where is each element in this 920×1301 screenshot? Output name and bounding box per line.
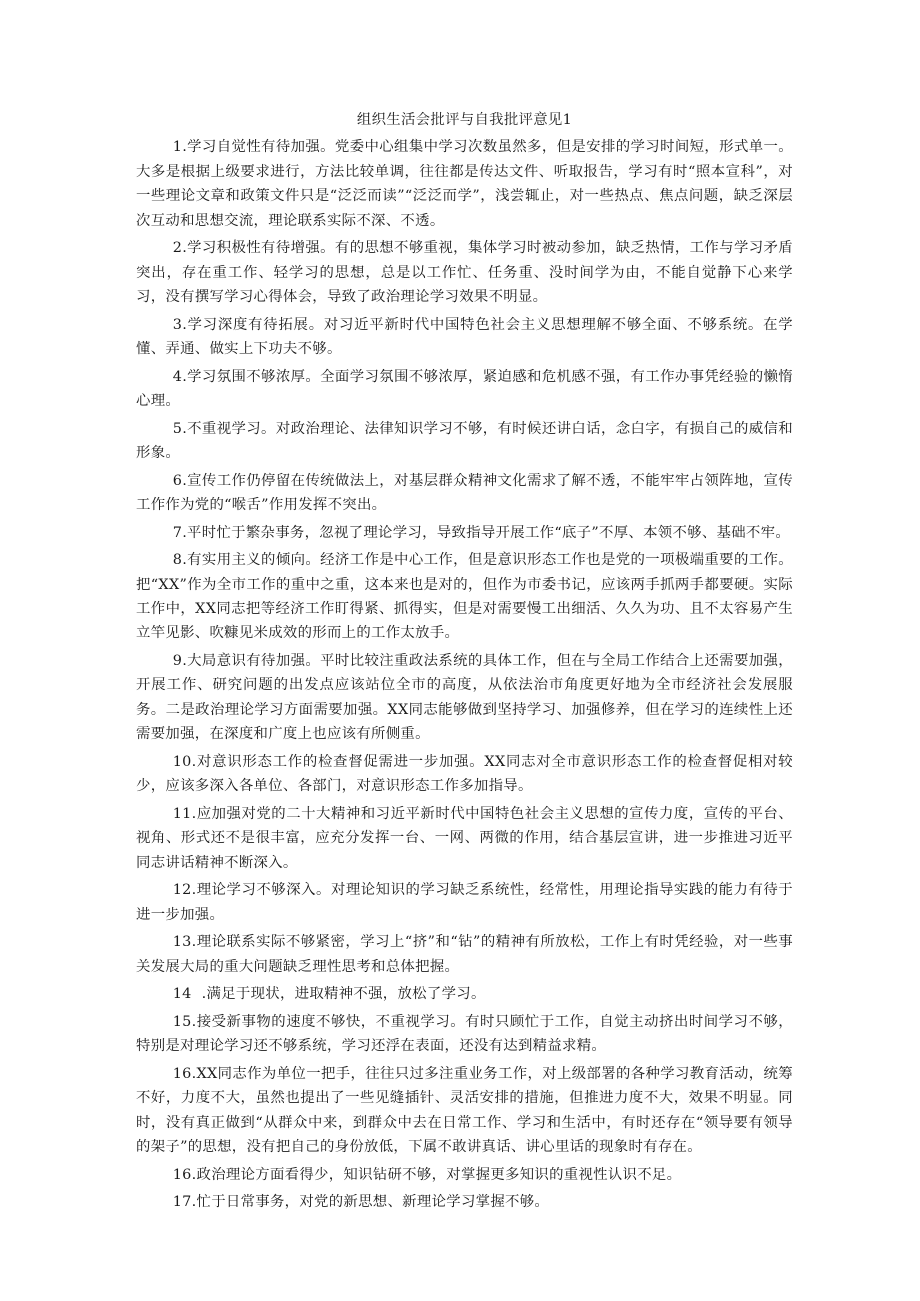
item-text: .有实用主义的倾向。经济工作是中心工作，但是意识形态工作也是党的一项极端重要的工作。把“XX”作为全市工作的重中之重，这本来也是对的，但作为市委书记，应该两手抓两手都要硬。实际工作中，XX同志把等经济工作盯得紧、抓得实，但是对需要慢工出细活、久久为功、且不太容易产生立竿见影、吹糠见米成效的形而上的工作太放手。 xyxy=(136,552,793,642)
item-number: 1 xyxy=(172,139,183,156)
list-item xyxy=(136,236,793,309)
item-text: .不重视学习。对政治理论、法律知识学习不够，有时候还讲白话，念白字，有损自己的威信和形象。 xyxy=(136,420,793,462)
list-item xyxy=(136,1062,793,1160)
item-number: 3 xyxy=(172,316,183,333)
item-text: .理论学习不够深入。对理论知识的学习缺乏系统性，经常性，用理论指导实践的能力有待于进一步加强。 xyxy=(136,882,793,923)
list-item xyxy=(136,649,793,747)
list-item xyxy=(136,802,793,875)
list-item xyxy=(136,1190,793,1214)
item-number: 8 xyxy=(172,552,183,569)
item-number: 2 xyxy=(172,240,183,257)
item-number: 10 xyxy=(172,753,192,770)
item-text: .学习自觉性有待加强。党委中心组集中学习次数虽然多，但是安排的学习时间短，形式单一。大多是根据上级要求进行，方法比较单调，往往都是传达文件、听取报告，学习有时“照本宣科”，对一些理论文章和政策文件只是“泛泛而读”“泛泛而学”，浅尝辄止，对一些热点、焦点问题，缺乏深层次互动和思想交流，理论联系实际不深、不透。 xyxy=(136,139,793,229)
item-number: 9 xyxy=(172,653,183,670)
item-number: 5 xyxy=(172,420,183,437)
item-number: 6 xyxy=(172,472,183,489)
item-text: .对意识形态工作的检查督促需进一步加强。XX同志对全市意识形态工作的检查督促相对较少，应该多深入各单位、各部门，对意识形态工作多加指导。 xyxy=(136,753,793,795)
item-text: .大局意识有待加强。平时比较注重政法系统的具体工作，但在与全局工作结合上还需要加强，开展工作、研究问题的出发点应该站位全市的高度，从依法治市角度更好地为全市经济社会发展服务。二是政治理论学习方面需要加强。XX同志能够做到坚持学习、加强修养，但在学习的连续性上还需要加强，在深度和广度上也应该有所侧重。 xyxy=(136,653,793,743)
item-list xyxy=(136,135,793,1214)
item-number: 16 xyxy=(172,1166,192,1183)
list-item xyxy=(136,878,793,927)
item-number: 4 xyxy=(172,368,183,385)
item-number: 12 xyxy=(172,882,192,899)
list-item xyxy=(136,469,793,518)
item-text: .满足于现状，进取精神不强，放松了学习。 xyxy=(201,986,486,1003)
list-item xyxy=(136,135,793,233)
item-text: .理论联系实际不够紧密，学习上“挤”和“钻”的精神有所放松，工作上有时凭经验，对一些事关发展大局的重大问题缺乏理性思考和总体把握。 xyxy=(136,934,793,975)
item-number: 16 xyxy=(172,1065,192,1082)
item-number: 11 xyxy=(172,805,192,822)
item-number: 13 xyxy=(172,934,192,951)
item-text: .平时忙于繁杂事务，忽视了理论学习，导致指导开展工作“底子”不厚、本领不够、基础不牢。 xyxy=(182,524,791,541)
list-item xyxy=(136,1010,793,1059)
list-item xyxy=(136,548,793,646)
item-text: .学习氛围不够浓厚。全面学习氛围不够浓厚，紧迫感和危机感不强，有工作办事凭经验的懒惰心理。 xyxy=(136,368,793,410)
list-item xyxy=(136,521,793,545)
list-item xyxy=(136,930,793,979)
list-item xyxy=(136,982,793,1006)
item-number: 14 xyxy=(172,986,192,1003)
item-text: .应加强对党的二十大精神和习近平新时代中国特色社会主义思想的宣传力度，宣传的平台、视角、形式还不是很丰富，应充分发挥一台、一网、两微的作用，结合基层宣讲，进一步推进习近平同志讲话精神不断深入。 xyxy=(136,805,793,871)
item-text: .学习深度有待拓展。对习近平新时代中国特色社会主义思想理解不够全面、不够系统。在学懂、弄通、做实上下功夫不够。 xyxy=(136,316,793,358)
item-text: .接受新事物的速度不够快，不重视学习。有时只顾忙于工作，自觉主动挤出时间学习不够，特别是对理论学习还不够系统，学习还浮在表面，还没有达到精益求精。 xyxy=(136,1013,793,1055)
item-number: 7 xyxy=(172,524,183,541)
list-item xyxy=(136,750,793,799)
item-text: .XX同志作为单位一把手，往往只过多注重业务工作，对上级部署的各种学习教育活动，统筹不好，力度不大，虽然也提出了一些见缝插针、灵活安排的措施，但推进力度不大，效果不明显。同时，没有真正做到“从群众中来，到群众中去在日常工作、学习和生活中，有时还存在“领导要有领导的架子”的思想，没有把自己的身份放低，下属不敢讲真话、讲心里话的现象时有存在。 xyxy=(136,1065,793,1156)
item-text: .学习积极性有待增强。有的思想不够重视，集体学习时被动参加，缺乏热情，工作与学习矛盾突出，存在重工作、轻学习的思想，总是以工作忙、任务重、没时间学为由，不能自觉静下心来学习，没有撰写学习心得体会，导致了政治理论学习效果不明显。 xyxy=(136,240,793,306)
document-title: 组织生活会批评与自我批评意见1 xyxy=(356,112,573,128)
item-number: 17 xyxy=(172,1194,192,1211)
item-text: .宣传工作仍停留在传统做法上，对基层群众精神文化需求了解不透，不能牢牢占领阵地，宣传工作作为党的“喉舌”作用发挥不突出。 xyxy=(136,472,793,514)
item-text: .忙于日常事务，对党的新思想、新理论学习掌握不够。 xyxy=(191,1194,550,1211)
list-item xyxy=(136,313,793,362)
list-item xyxy=(136,365,793,414)
item-number: 15 xyxy=(172,1013,192,1030)
list-item xyxy=(136,417,793,466)
list-item xyxy=(136,1163,793,1187)
item-text: .政治理论方面看得少，知识钻研不够，对掌握更多知识的重视性认识不足。 xyxy=(191,1166,682,1183)
document-page xyxy=(136,108,793,1218)
